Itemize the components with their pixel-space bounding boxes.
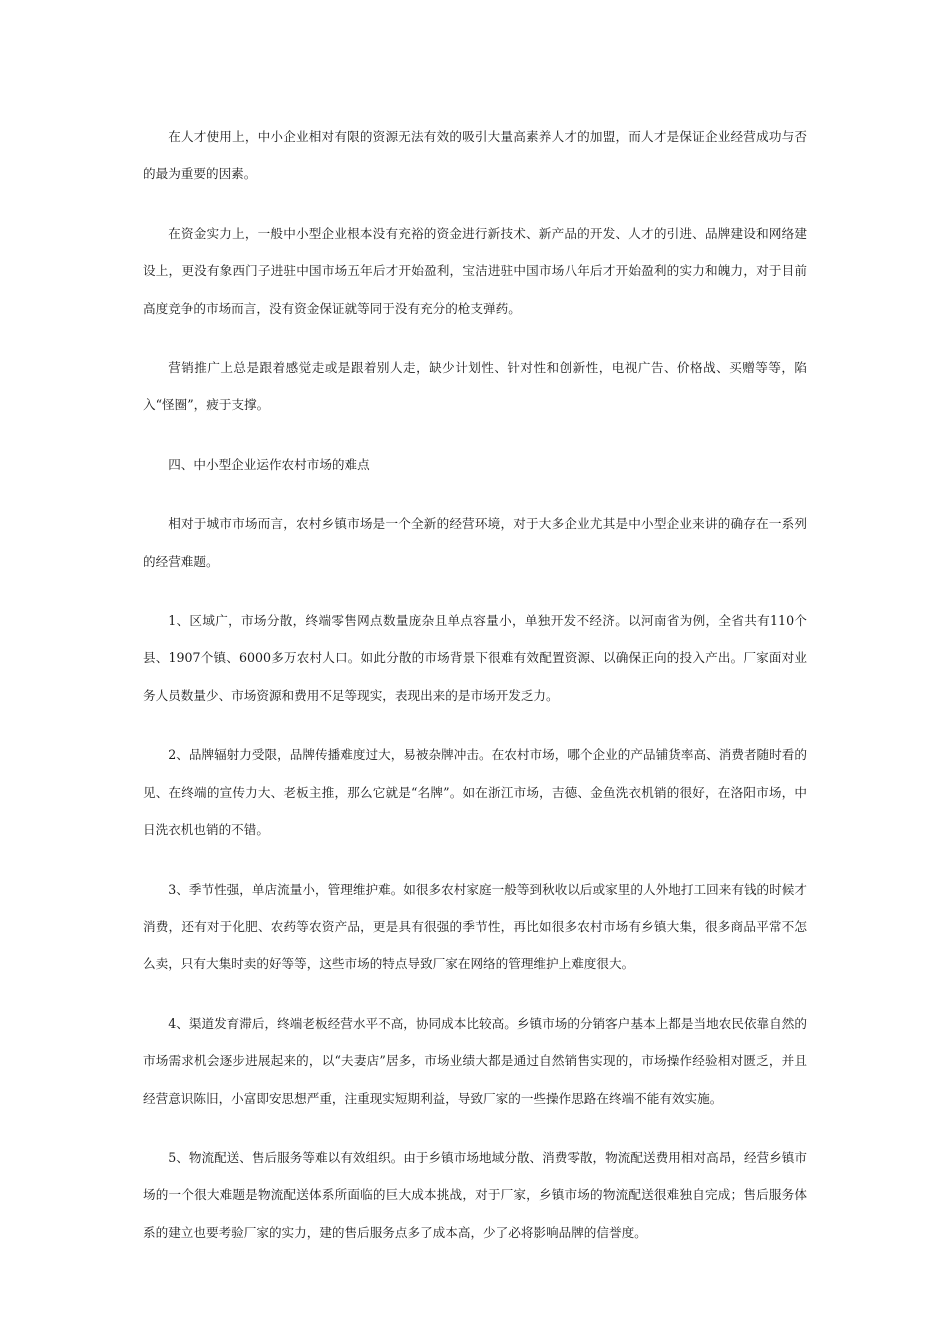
paragraph-gap xyxy=(143,1117,807,1139)
paragraph-point-5: 5、物流配送、售后服务等难以有效组织。由于乡镇市场地域分散、消费零散，物流配送费用相对高昂，经营乡镇市场的一个很大难题是物流配送体系所面临的巨大成本挑战，对于厂家，乡镇市场的物流配送很难独自完成；售后服务体系的建立也要考验厂家的实力，建的售后服务点多了成本高，少了必将影响品牌的信誉度。 xyxy=(143,1149,807,1240)
paragraph-marketing: 营销推广上总是跟着感觉走或是跟着别人走，缺少计划性、针对性和创新性，电视广告、价格战、买赠等等，陷入“怪圈”，疲于支撑。 xyxy=(143,360,807,413)
paragraph-gap xyxy=(143,714,807,736)
paragraph-gap xyxy=(143,327,807,349)
paragraph-point-4: 4、渠道发育滞后，终端老板经营水平不高，协同成本比较高。乡镇市场的分销客户基本上都是当地农民依靠自然的市场需求机会逐步进展起来的，以“夫妻店”居多，市场业绩大都是通过自然销售实现的，市场操作经验相对匮乏，并且经营意识陈旧，小富即安思想严重，注重现实短期利益，导致厂家的一些操作思路在终端不能有效实施。 xyxy=(143,1015,807,1106)
paragraph-intro: 相对于城市市场而言，农村乡镇市场是一个全新的经营环境，对于大多企业尤其是中小型企业来讲的确存在一系列的经营难题。 xyxy=(143,516,807,569)
paragraph-gap xyxy=(143,983,807,1005)
section-heading: 四、中小型企业运作农村市场的难点 xyxy=(168,456,370,472)
paragraph-gap xyxy=(143,580,807,602)
paragraph-point-2: 2、品牌辐射力受限，品牌传播难度过大，易被杂牌冲击。在农村市场，哪个企业的产品铺货率高、消费者随时看的见、在终端的宣传力大、老板主推，那么它就是“名牌”。如在浙江市场，吉德、金鱼洗衣机销的很好，在洛阳市场，中日洗衣机也销的不错。 xyxy=(143,747,807,838)
paragraph-gap xyxy=(143,849,807,871)
paragraph-gap xyxy=(143,483,807,505)
paragraph-point-1: 1、区域广，市场分散，终端零售网点数量庞杂且单点容量小，单独开发不经济。以河南省为例，全省共有110个县、1907个镇、6000多万农村人口。如此分散的市场背景下很难有效配置资源、以确保正向的投入产出。厂家面对业务人员数量少、市场资源和费用不足等现实，表现出来的是市场开发乏力。 xyxy=(143,613,807,703)
paragraph-capital: 在资金实力上，一般中小型企业根本没有充裕的资金进行新技术、新产品的开发、人才的引进、品牌建设和网络建设上，更没有象西门子进驻中国市场五年后才开始盈利，宝洁进驻中国市场八年后才开始盈利的实力和魄力，对于目前高度竞争的市场而言，没有资金保证就等同于没有充分的枪支弹药。 xyxy=(143,225,807,316)
paragraph-gap xyxy=(143,424,807,446)
paragraph-point-3: 3、季节性强，单店流量小，管理维护难。如很多农村家庭一般等到秋收以后或家里的人外地打工回来有钱的时候才消费，还有对于化肥、农药等农资产品，更是具有很强的季节性，再比如很多农村市场有乡镇大集，很多商品平常不怎么卖，只有大集时卖的好等等，这些市场的特点导致厂家在网络的管理维护上难度很大。 xyxy=(143,881,807,972)
paragraph-talent: 在人才使用上，中小企业相对有限的资源无法有效的吸引大量高素养人才的加盟，而人才是保证企业经营成功与否的最为重要的因素。 xyxy=(143,129,807,182)
document-body xyxy=(143,118,807,1251)
paragraph-gap xyxy=(143,193,807,215)
